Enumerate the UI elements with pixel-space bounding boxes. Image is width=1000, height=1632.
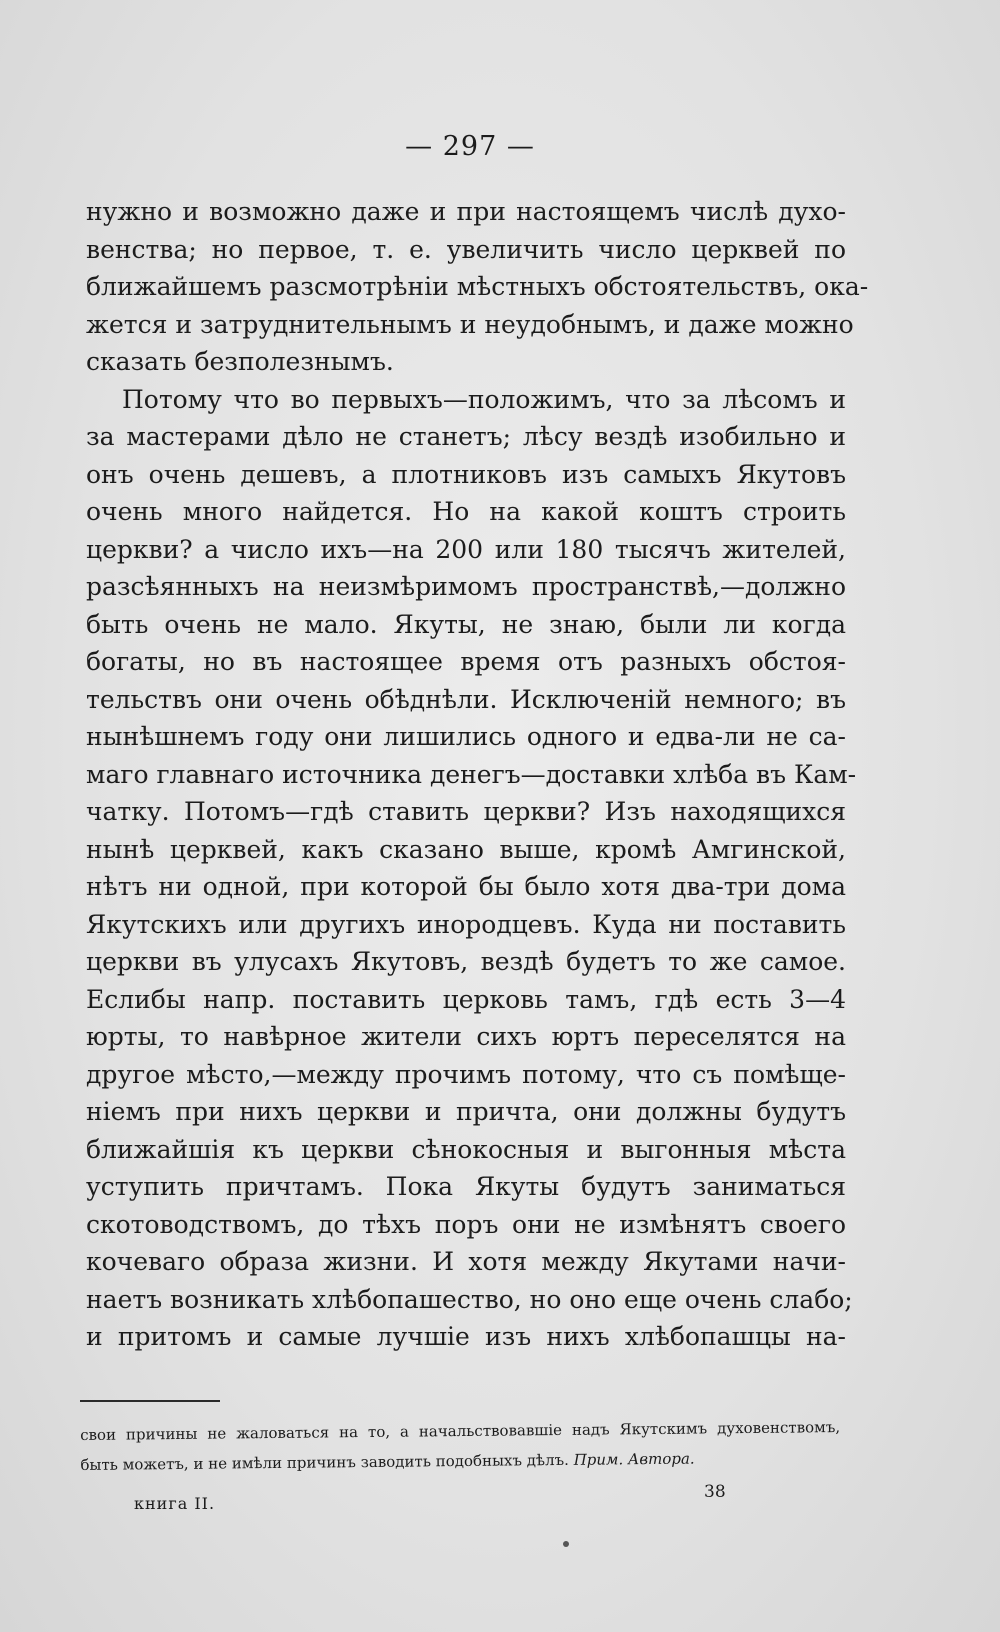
text-line: другое мѣсто,—между прочимъ потому, что съ помѣще- <box>86 1059 846 1089</box>
text-line: чатку. Потомъ—гдѣ ставить церкви? Изъ находящихся <box>86 797 846 826</box>
text-line: церкви? а число ихъ—на 200 или 180 тысячъ жителей, <box>86 534 846 564</box>
footnote-line: свои причины не жаловаться на то, а начальствовавшіе надъ Якутскимъ духовенствомъ, <box>80 1418 841 1444</box>
text-line: Потому что во первыхъ—положимъ, что за лѣсомъ и <box>122 384 846 414</box>
body-text <box>86 193 869 1356</box>
text-line: уступить причтамъ. Пока Якуты будутъ заниматься <box>86 1172 846 1201</box>
text-line: жется и затруднительнымъ и неудобнымъ, и даже можно <box>86 309 854 339</box>
text-line: Еслибы напр. поставить церковь тамъ, гдѣ есть 3—4 <box>86 984 846 1014</box>
text-line: церкви въ улусахъ Якутовъ, вездѣ будетъ то же самое. <box>86 947 846 976</box>
text-line: скотоводствомъ, до тѣхъ поръ они не измѣнятъ своего <box>86 1209 846 1239</box>
page-number: — 297 — <box>405 131 535 162</box>
text-line: сказать безполезнымъ. <box>86 347 394 376</box>
text-line: ближайшія къ церкви сѣнокосныя и выгонныя мѣста <box>86 1134 846 1164</box>
text-line: очень много найдется. Но на какой коштъ строить <box>86 497 846 526</box>
text-line: нынѣ церквей, какъ сказано выше, кромѣ Амгинской, <box>86 834 846 864</box>
text-line: быть очень не мало. Якуты, не знаю, были ли когда <box>86 609 846 639</box>
footnote-divider <box>80 1400 220 1402</box>
text-line: ближайшемъ разсмотрѣніи мѣстныхъ обстоятельствъ, ока- <box>86 272 869 301</box>
text-line: нынѣшнемъ году они лишились одного и едва-ли не са- <box>86 722 846 751</box>
text-line: и притомъ и самые лучшіе изъ нихъ хлѣбопашцы на- <box>86 1322 846 1351</box>
footnote-text: быть можетъ, и не имѣли причинъ заводить подобныхъ дѣлъ. <box>80 1450 569 1474</box>
text-line: кочеваго образа жизни. И хотя между Якутами начи- <box>86 1247 846 1276</box>
text-line: венства; но первое, т. е. увеличить число церквей по <box>86 234 846 264</box>
signature-number: 38 <box>704 1482 726 1502</box>
text-line: юрты, то навѣрное жители сихъ юртъ переселятся на <box>86 1022 846 1051</box>
text-line: нѣтъ ни одной, при которой бы было хотя два-три дома <box>86 872 846 901</box>
text-line: за мастерами дѣло не станетъ; лѣсу вездѣ изобильно и <box>86 422 846 451</box>
text-line: маго главнаго источника денегъ—доставки хлѣба въ Кам- <box>86 759 857 789</box>
signature-book-label: книга II. <box>134 1494 216 1513</box>
text-line: богаты, но въ настоящее время отъ разныхъ обстоя- <box>86 647 846 676</box>
author-note: Прим. Автора. <box>573 1449 695 1469</box>
text-line: ніемъ при нихъ церкви и причта, они должны будутъ <box>86 1097 846 1126</box>
text-line: тельствъ они очень обѣднѣли. Исключеній немного; въ <box>86 684 846 714</box>
text-line: Якутскихъ или другихъ инородцевъ. Куда ни поставить <box>86 909 846 939</box>
text-line: онъ очень дешевъ, а плотниковъ изъ самыхъ Якутовъ <box>86 459 846 489</box>
text-line: наетъ возникать хлѣбопашество, но оно еще очень слабо; <box>86 1284 853 1314</box>
footnote <box>80 1412 841 1480</box>
text-line: разсѣянныхъ на неизмѣримомъ пространствѣ,—должно <box>86 572 846 601</box>
ink-speck <box>563 1541 569 1547</box>
text-line: нужно и возможно даже и при настоящемъ числѣ духо- <box>86 197 846 226</box>
